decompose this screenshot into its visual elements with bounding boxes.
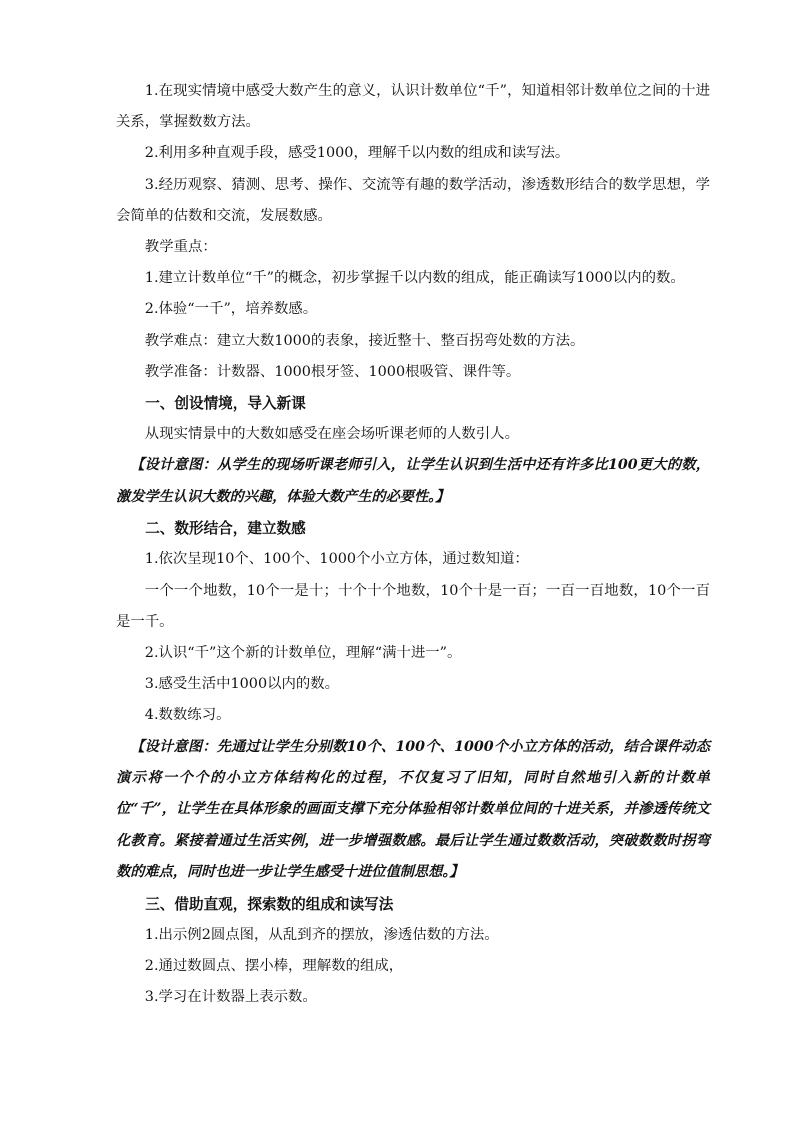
key-points-title: 教学重点： bbox=[144, 239, 217, 256]
document-page bbox=[116, 76, 710, 1014]
section-2-line-4: 3.感受生活中1000以内的数。 bbox=[144, 676, 340, 693]
section-3-line-1: 1.出示例2圆点图，从乱到齐的摆放，渗透估数的方法。 bbox=[144, 926, 499, 943]
section-2-heading: 二、数形结合，建立数感 bbox=[145, 520, 306, 538]
objective-2: 2.利用多种直观手段，感受1000，理解千以内数的组成和读写法。 bbox=[144, 145, 570, 162]
teaching-difficulty: 教学难点：建立大数1000的表象，接近整十、整百拐弯处数的方法。 bbox=[144, 332, 585, 349]
section-2-line-5: 4.数数练习。 bbox=[144, 707, 231, 724]
section-3-heading: 三、借助直观，探索数的组成和读写法 bbox=[145, 895, 394, 913]
teaching-preparation: 教学准备：计数器、1000根牙签、1000根吸管、课件等。 bbox=[144, 363, 521, 380]
section-1-design-intent: 【设计意图：从学生的现场听课老师引入，让学生认识到生活中还有许多比100更大的数，激发学生认识大数的兴趣，体验大数产生的必要性。】 bbox=[116, 457, 710, 505]
section-3-line-2: 2.通过数圆点、摆小棒，理解数的组成， bbox=[144, 958, 404, 975]
section-1-heading: 一、创设情境，导入新课 bbox=[145, 395, 306, 413]
objective-3: 3.经历观察、猜测、思考、操作、交流等有趣的数学活动，渗透数形结合的数学思想，学会简单的估数和交流，发展数感。 bbox=[116, 176, 710, 224]
key-point-2: 2.体验“一千”，培养数感。 bbox=[144, 301, 318, 318]
section-2-design-intent: 【设计意图：先通过让学生分别数10个、100个、1000个小立方体的活动，结合课件动态演示将一个个的小立方体结构化的过程，不仅复习了旧知，同时自然地引入新的计数单位“千”，让学生在具体形象的画面支撑下充分体验相邻计数单位间的十进关系，并渗透传统文化教育。紧接着通过生活实例，进一步增强数感。最后让学生通过数数活动，突破数数时拐弯数的难点，同时也进一步让学生感受十进位值制思想。】 bbox=[116, 738, 710, 881]
section-2-line-3: 2.认识“千”这个新的计数单位，理解“满十进一”。 bbox=[144, 645, 462, 662]
objective-1: 1.在现实情境中感受大数产生的意义，认识计数单位“千”，知道相邻计数单位之间的十进关系，掌握数数方法。 bbox=[116, 83, 710, 131]
section-3-line-3: 3.学习在计数器上表示数。 bbox=[144, 989, 317, 1006]
section-1-line-1: 从现实情景中的大数如感受在座会场听课老师的人数引人。 bbox=[144, 426, 519, 443]
section-2-line-2: 一个一个地数，10个一是十；十个十个地数，10个十是一百；一百一百地数，10个一百是一千。 bbox=[116, 582, 710, 630]
key-point-1: 1.建立计数单位“千”的概念，初步掌握千以内数的组成，能正确读写1000以内的数。 bbox=[144, 270, 685, 287]
section-2-line-1: 1.依次呈现10个、100个、1000个小立方体，通过数知道： bbox=[144, 551, 529, 568]
